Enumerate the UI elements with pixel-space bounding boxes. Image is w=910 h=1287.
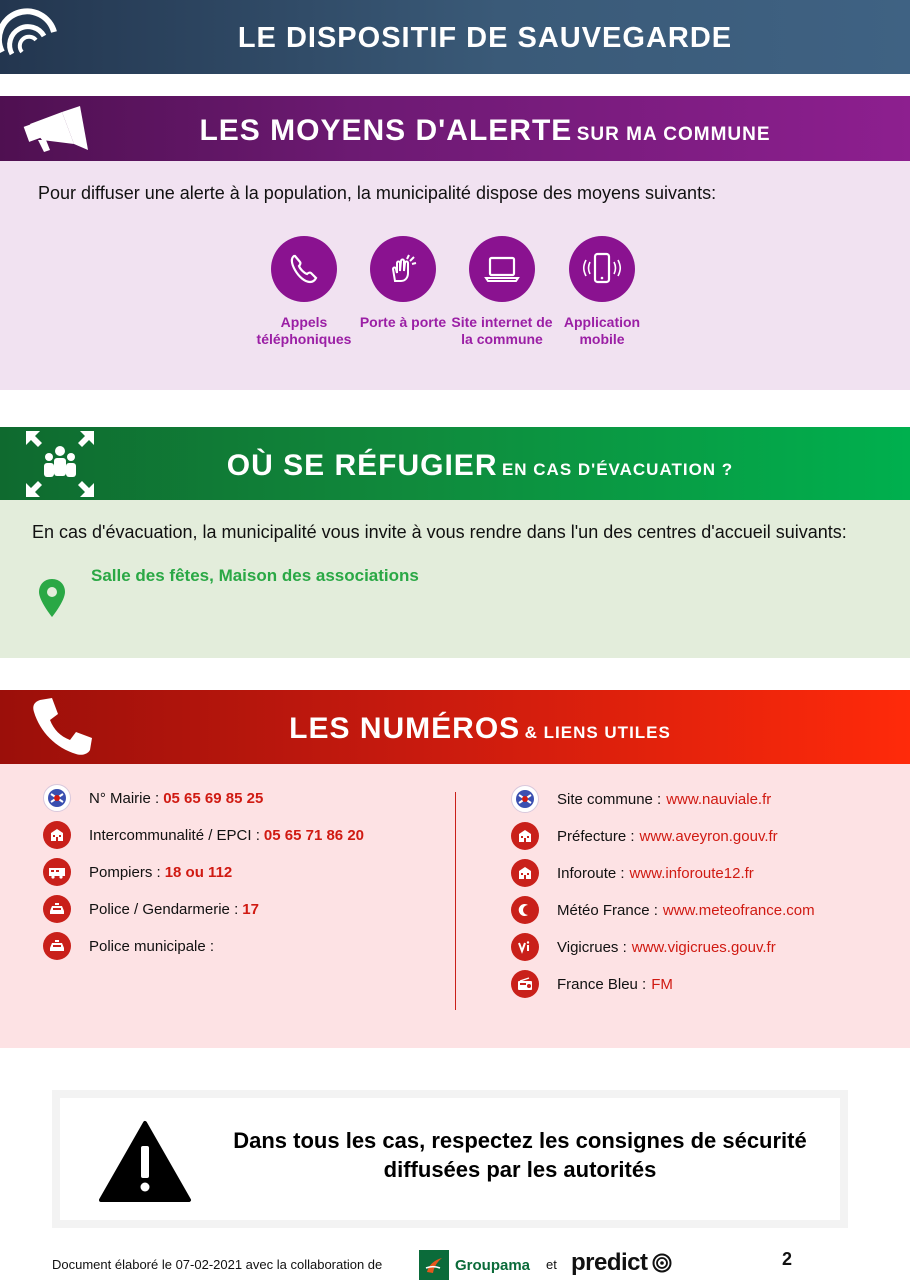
mean-door-to-door	[351, 236, 455, 331]
link-value[interactable]: www.nauviale.fr	[666, 790, 772, 808]
number-row	[43, 894, 259, 924]
number-row	[43, 857, 232, 887]
warning-line1: Dans tous les cas, respectez les consignes de sécurité	[233, 1128, 807, 1153]
footer-et: et	[546, 1257, 557, 1272]
number-row	[43, 931, 218, 961]
warning-line2: diffusées par les autorités	[383, 1157, 657, 1182]
refuge-title	[0, 427, 910, 500]
link-label: France Bleu :	[557, 975, 647, 993]
number-label: Police municipale :	[89, 937, 215, 955]
building-icon	[511, 859, 539, 887]
mean-label-line1: Porte à porte	[359, 314, 447, 330]
laptop-icon	[469, 236, 535, 302]
numbers-section-header	[0, 690, 910, 764]
warning-text	[200, 1126, 840, 1184]
link-value[interactable]: www.vigicrues.gouv.fr	[631, 938, 776, 956]
number-label: Intercommunalité / EPCI :	[89, 826, 260, 844]
mean-label-line2: téléphoniques	[256, 331, 352, 347]
number-value: 05 65 69 85 25	[163, 789, 264, 807]
link-label: Vigicrues :	[557, 938, 627, 956]
link-row	[511, 784, 771, 814]
link-label: Site commune :	[557, 790, 662, 808]
footer-text: Document élaboré le 07-02-2021 avec la collaboration de	[52, 1257, 383, 1272]
numbers-title-main: LES NUMÉROS	[289, 712, 521, 745]
number-label: Police / Gendarmerie :	[89, 900, 239, 918]
mean-label-line1: Appels	[280, 314, 328, 330]
numbers-title-sub: & LIENS UTILES	[524, 723, 671, 742]
link-value: FM	[651, 975, 673, 993]
refuge-place: Salle des fêtes, Maison des associations	[91, 566, 419, 585]
mean-label-line2: la commune	[461, 331, 543, 347]
radio-icon	[511, 970, 539, 998]
alert-means	[252, 236, 652, 356]
fire-truck-icon	[43, 858, 71, 886]
mean-website	[450, 236, 554, 348]
link-row	[511, 969, 673, 999]
column-divider	[455, 792, 456, 1010]
groupama-logo	[419, 1250, 530, 1280]
marianne-logo-icon	[511, 785, 539, 813]
link-label: Météo France :	[557, 901, 658, 919]
number-row	[43, 783, 263, 813]
link-row	[511, 895, 815, 925]
alert-title-main: LES MOYENS D'ALERTE	[199, 114, 573, 147]
police-car-icon	[43, 895, 71, 923]
predict-swirl-icon	[652, 1253, 672, 1273]
top-banner	[0, 0, 910, 74]
smartphone-icon	[569, 236, 635, 302]
link-row	[511, 821, 778, 851]
groupama-mark-icon	[419, 1250, 449, 1280]
refuge-title-sub: EN CAS D'ÉVACUATION ?	[501, 460, 734, 479]
building-icon	[511, 822, 539, 850]
page-title: LE DISPOSITIF DE SAUVEGARDE	[237, 22, 733, 54]
link-value[interactable]: www.aveyron.gouv.fr	[639, 827, 778, 845]
number-label: N° Mairie :	[89, 789, 160, 807]
link-row	[511, 932, 776, 962]
warning-triangle-icon	[98, 1120, 192, 1204]
number-value: 17	[242, 900, 259, 918]
mean-label-line1: Site internet de	[451, 314, 553, 330]
mean-mobile-app	[550, 236, 654, 348]
weather-icon	[511, 896, 539, 924]
mean-phone-calls	[252, 236, 356, 348]
alert-intro: Pour diffuser une alerte à la population, la municipalité dispose des moyens suivants:	[38, 183, 717, 203]
link-label: Inforoute :	[557, 864, 625, 882]
location-pin-icon	[38, 578, 66, 618]
warning-box	[52, 1090, 848, 1228]
number-label: Pompiers :	[89, 863, 161, 881]
warning-inner	[60, 1098, 840, 1220]
page-number: 2	[782, 1249, 793, 1269]
building-icon	[43, 821, 71, 849]
groupama-name: Groupama	[455, 1256, 531, 1274]
mean-label-line2: mobile	[579, 331, 625, 347]
predict-name: predict	[571, 1249, 648, 1276]
link-row	[511, 858, 754, 888]
marianne-logo-icon	[43, 784, 71, 812]
swirl-logo-icon	[0, 0, 66, 76]
knock-hand-icon	[370, 236, 436, 302]
police-car-icon	[43, 932, 71, 960]
predict-logo	[571, 1249, 672, 1277]
refuge-title-main: OÙ SE RÉFUGIER	[226, 449, 498, 482]
phone-icon	[271, 236, 337, 302]
refuge-intro: En cas d'évacuation, la municipalité vous invite à vous rendre dans l'un des centres d'accueil suivants:	[32, 522, 847, 542]
number-value: 18 ou 112	[164, 863, 233, 881]
numbers-title	[0, 690, 910, 764]
number-value: 05 65 71 86 20	[263, 826, 364, 844]
alert-title-sub: SUR MA COMMUNE	[576, 124, 771, 145]
link-value[interactable]: www.inforoute12.fr	[629, 864, 754, 882]
mean-label-line1: Application	[563, 314, 641, 330]
refuge-section-header	[0, 427, 910, 500]
alert-section-header	[0, 96, 910, 161]
alert-title	[0, 96, 910, 161]
link-label: Préfecture :	[557, 827, 635, 845]
link-value[interactable]: www.meteofrance.com	[662, 901, 815, 919]
vigicrues-icon	[511, 933, 539, 961]
number-row	[43, 820, 364, 850]
